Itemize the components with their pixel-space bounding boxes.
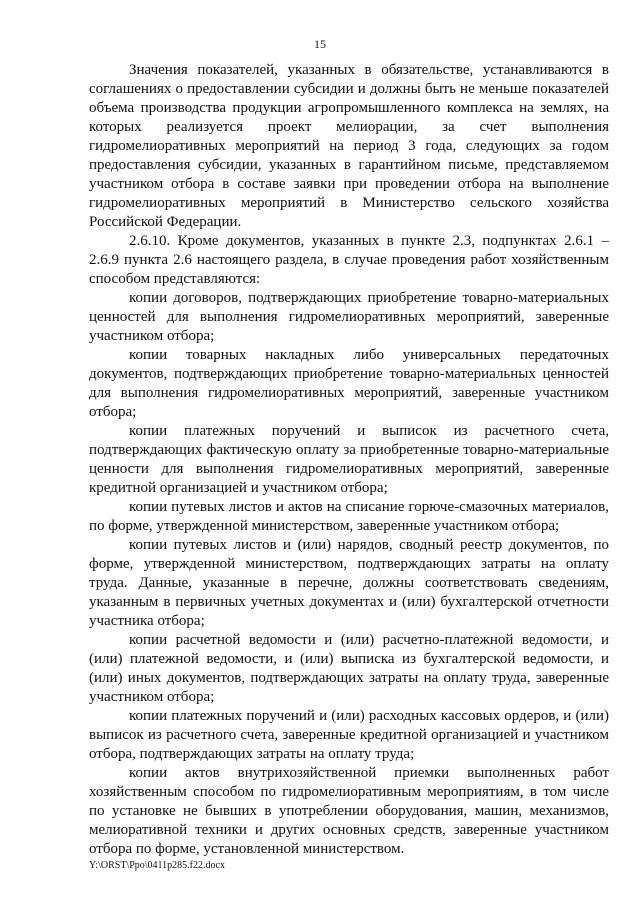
list-item-fuel-writeoff: копии путевых листов и актов на списание горюче-смазочных материалов, по форме, утвержденной министерством, заверенные участником отбора; [89, 499, 609, 534]
list-item-work-orders: копии путевых листов и (или) нарядов, сводный реестр документов, по форме, утвержденной министерством, подтверждающих затраты на оплату труда. Данные, указанные в перечне, должны соответствовать сведениям, указанным в первичных учетных документах и (или) бухгалтерской отчетности участника отбора; [89, 537, 609, 629]
document-body [89, 61, 609, 859]
list-item-acceptance-acts: копии актов внутрихозяйственной приемки выполненных работ хозяйственным способом по гидромелиоративным мероприятиям, в том числе по установке не бывших в употреблении оборудования, машин, механизмов, мелиоративной техники и других основных средств, заверенные участником отбора по форме, установленной министерством. [89, 765, 609, 857]
list-item-cash-orders: копии платежных поручений и (или) расходных кассовых ордеров, и (или) выписок из расчетного счета, заверенные кредитной организацией и участником отбора, подтверждающих затраты на оплату труда; [89, 708, 609, 762]
list-item-payroll: копии расчетной ведомости и (или) расчетно-платежной ведомости, и (или) платежной ведомости, и (или) выписка из бухгалтерской ведомости, и (или) иных документов, подтверждающих затраты на оплату труда, заверенные участником отбора; [89, 632, 609, 705]
list-item-payment-orders: копии платежных поручений и выписок из расчетного счета, подтверждающих фактическую оплату за приобретенные товарно-материальные ценности для выполнения гидромелиоративных мероприятий, заверенные кредитной организацией и участником отбора; [89, 423, 609, 496]
list-item-waybills: копии товарных накладных либо универсальных передаточных документов, подтверждающих приобретение товарно-материальных ценностей для выполнения гидромелиоративных мероприятий, заверенные участником отбора; [89, 347, 609, 420]
list-item-contracts: копии договоров, подтверждающих приобретение товарно-материальных ценностей для выполнения гидромелиоративных мероприятий, заверенные участником отбора; [89, 290, 609, 344]
page-number: 15 [314, 37, 326, 51]
paragraph-2-6-10: 2.6.10. Кроме документов, указанных в пункте 2.3, подпунктах 2.6.1 – 2.6.9 пункта 2.6 настоящего раздела, в случае проведения работ хозяйственным способом представляются: [89, 233, 609, 287]
paragraph-indicator-values: Значения показателей, указанных в обязательстве, устанавливаются в соглашениях о предоставлении субсидии и должны быть не меньше показателей объема производства продукции агропромышленного комплекса на землях, на которых реализуется проект мелиорации, за счет выполнения гидромелиоративных мероприятий на период 3 года, следующих за годом предоставления субсидии, указанных в гарантийном письме, представляемом участником отбора в составе заявки при проведении отбора на выполнение гидромелиоративных мероприятий в Министерство сельского хозяйства Российской Федерации. [89, 62, 609, 230]
footer-file-path: Y:\ORST\Ppo\0411p285.f22.docx [89, 860, 225, 871]
